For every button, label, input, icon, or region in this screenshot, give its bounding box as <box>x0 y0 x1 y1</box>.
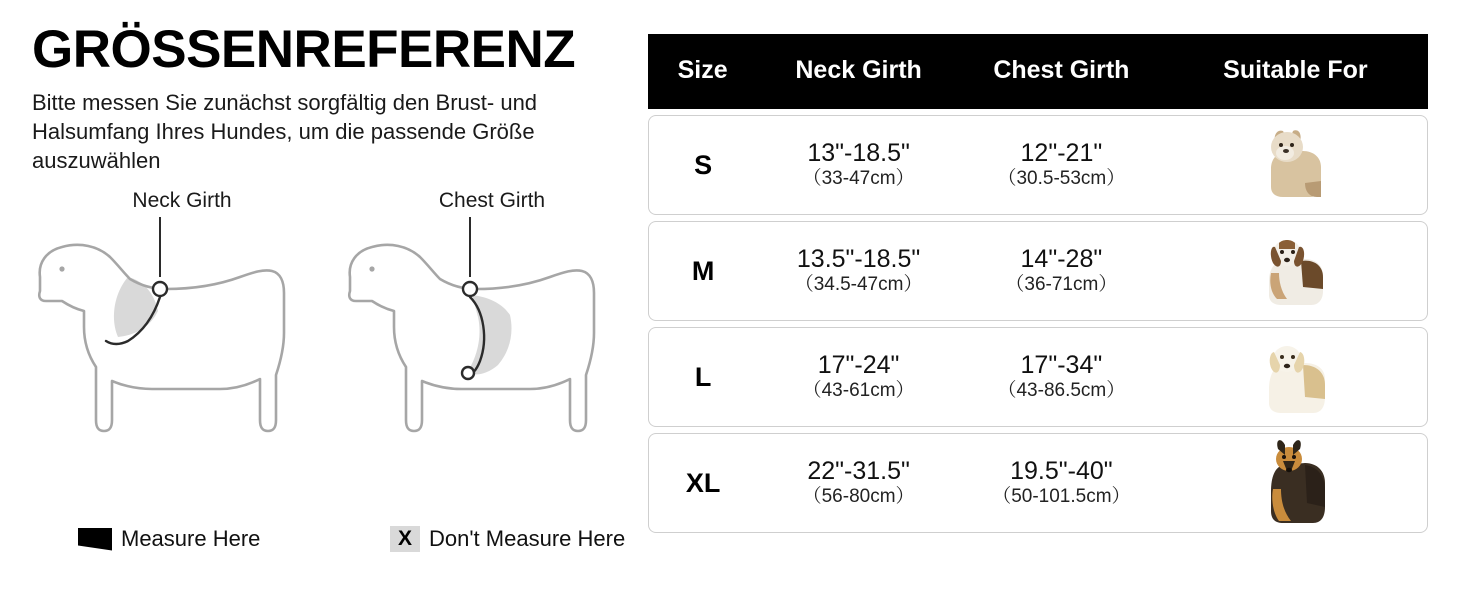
labrador-photo-icon <box>1247 335 1343 419</box>
cell-chest-girth <box>960 327 1163 427</box>
page-title: GRÖSSENREFERENZ <box>32 20 576 79</box>
legend-label-measure-here: Measure Here <box>121 526 261 551</box>
cell-size <box>648 433 757 533</box>
column-header-chest-girth: Chest Girth <box>960 34 1163 109</box>
german-shepherd-photo-icon <box>1247 437 1343 529</box>
chest-inches-xl: 19.5"-40" <box>1010 456 1113 485</box>
page-subtitle: Bitte messen Sie zunächst sorgfältig den Brust- und Halsumfang Ihres Hundes, um die passende Größe auszuwählen <box>32 89 538 173</box>
chest-cm-l: （43-86.5cm） <box>997 379 1126 401</box>
neck-inches-m: 13.5"-18.5" <box>796 244 921 273</box>
measurement-diagrams <box>32 189 632 489</box>
column-header-suitable-for: Suitable For <box>1163 34 1428 109</box>
gray-x-icon: X <box>390 526 420 552</box>
chest-inches-m: 14"-28" <box>1020 244 1103 273</box>
chest-cm-xl: （50-101.5cm） <box>992 485 1131 507</box>
table-row <box>648 115 1428 215</box>
size-value-m: M <box>691 255 715 286</box>
black-tag-icon <box>78 528 112 551</box>
dog-outline-chest-icon <box>342 215 642 465</box>
legend-item-measure-here <box>32 526 332 552</box>
cell-suitable-for <box>1163 433 1428 533</box>
chest-cm-s: （30.5-53cm） <box>997 167 1126 189</box>
diagram-chest-label: Chest Girth <box>438 188 546 212</box>
size-value-s: S <box>694 149 713 180</box>
neck-cm-l: （43-61cm） <box>802 379 915 401</box>
cell-suitable-for <box>1163 221 1428 321</box>
neck-cm-m: （34.5-47cm） <box>794 273 923 295</box>
table-row <box>648 327 1428 427</box>
cell-chest-girth <box>960 221 1163 321</box>
cell-suitable-for <box>1163 115 1428 215</box>
table-header-row <box>648 34 1428 109</box>
size-value-xl: XL <box>685 467 721 498</box>
neck-inches-l: 17"-24" <box>817 350 900 379</box>
column-header-neck-girth: Neck Girth <box>757 34 960 109</box>
cell-size <box>648 115 757 215</box>
neck-cm-xl: （56-80cm） <box>802 485 915 507</box>
beagle-photo-icon <box>1247 229 1343 313</box>
table-row <box>648 433 1428 533</box>
size-table-body <box>648 115 1428 533</box>
neck-inches-xl: 22"-31.5" <box>807 456 910 485</box>
left-panel <box>0 0 630 600</box>
column-header-size: Size <box>648 34 757 109</box>
chest-inches-s: 12"-21" <box>1020 138 1103 167</box>
cell-chest-girth <box>960 433 1163 533</box>
cell-size <box>648 327 757 427</box>
neck-inches-s: 13"-18.5" <box>807 138 910 167</box>
french-bulldog-photo-icon <box>1247 123 1343 207</box>
chest-inches-l: 17"-34" <box>1020 350 1103 379</box>
cell-suitable-for <box>1163 327 1428 427</box>
cell-neck-girth <box>757 221 960 321</box>
cell-neck-girth <box>757 115 960 215</box>
cell-neck-girth <box>757 433 960 533</box>
neck-cm-s: （33-47cm） <box>802 167 915 189</box>
legend <box>32 526 632 552</box>
right-panel <box>630 0 1464 600</box>
cell-chest-girth <box>960 115 1163 215</box>
size-table <box>648 28 1428 539</box>
table-row <box>648 221 1428 321</box>
legend-item-dont-measure-here <box>332 526 632 552</box>
cell-size <box>648 221 757 321</box>
size-table-head <box>648 34 1428 109</box>
legend-label-dont-measure-here: Don't Measure Here <box>429 526 626 551</box>
chest-cm-m: （36-71cm） <box>1005 273 1118 295</box>
dog-outline-neck-icon <box>32 215 332 465</box>
size-value-l: L <box>694 361 712 392</box>
cell-neck-girth <box>757 327 960 427</box>
diagram-neck-label: Neck Girth <box>132 188 232 212</box>
